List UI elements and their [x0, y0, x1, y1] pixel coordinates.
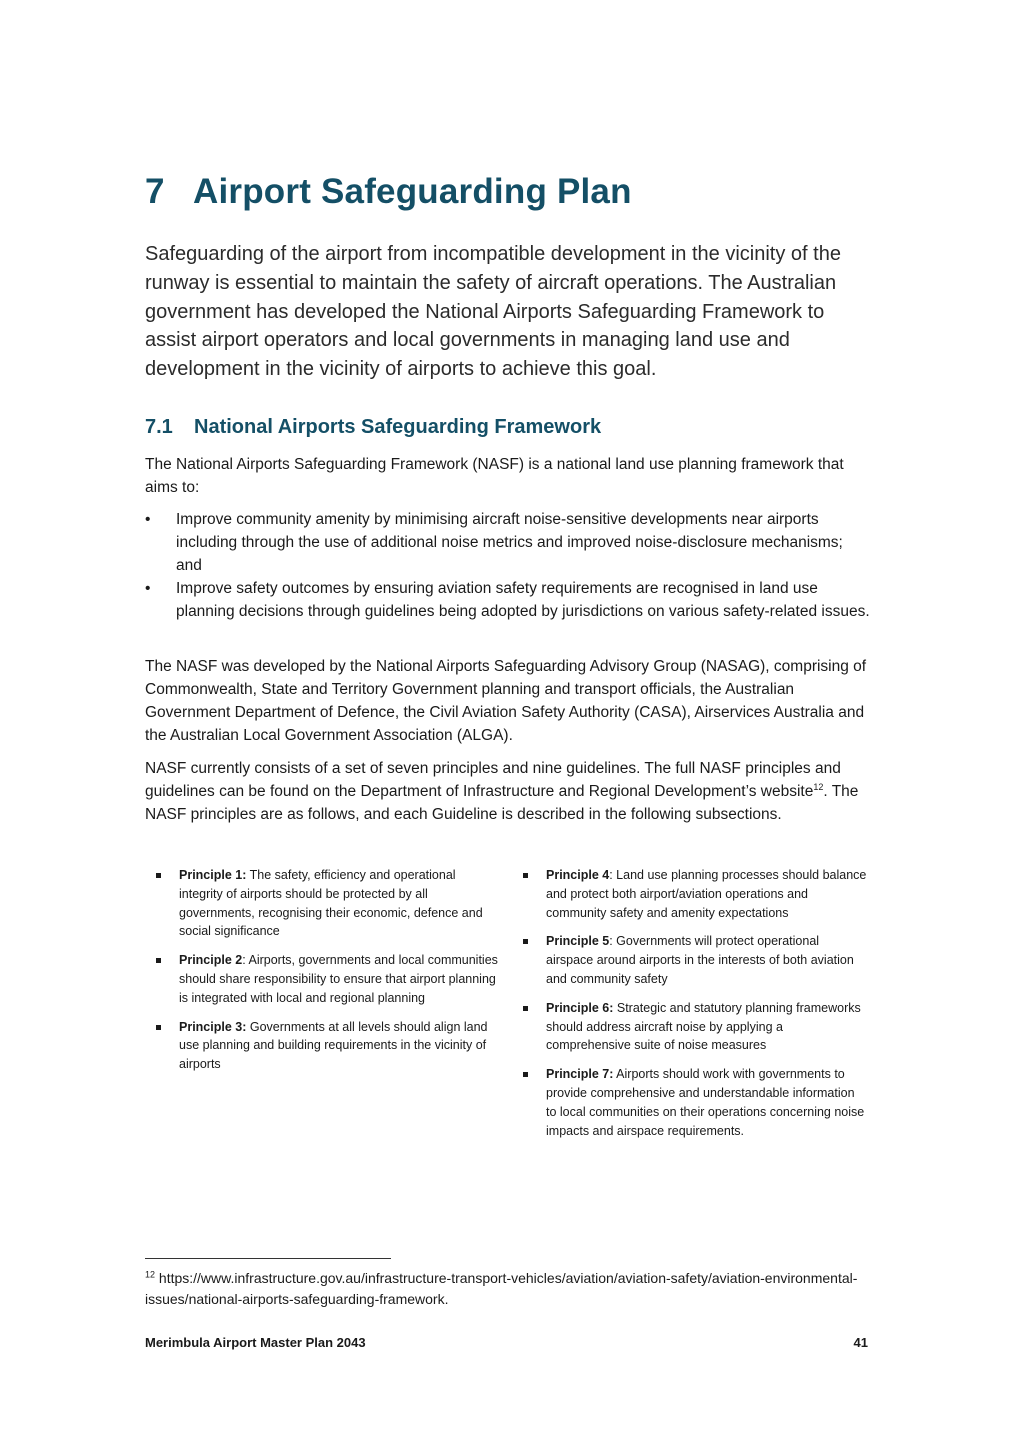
paragraph-text: . The NASF principles are as follows, and each Guideline is described in the following subsections.: [145, 783, 859, 823]
nasf-aims-list: [145, 508, 870, 623]
principle-item: [522, 1065, 867, 1140]
chapter-number: 7: [145, 172, 165, 211]
square-bullet-icon: [523, 1006, 528, 1011]
bullet-marker: •: [145, 580, 151, 597]
principles-column-right: [522, 866, 867, 1150]
principle-item: [155, 1018, 500, 1074]
square-bullet-icon: [156, 1025, 161, 1030]
principle-label: Principle 1:: [179, 868, 247, 882]
principle-label: Principle 4: [546, 868, 610, 882]
principle-text: Strategic and statutory planning frameworks should address aircraft noise by applying a comprehensive suite of noise measures: [546, 1000, 861, 1053]
list-item: [145, 577, 870, 623]
principle-text: Airports should work with governments to provide comprehensive and understandable information to local communities on their operations concerning noise impacts and airspace requirements.: [546, 1067, 865, 1138]
paragraph-text: NASF currently consists of a set of seven principles and nine guidelines. The full NASF principles and guidelines can be found on the Department of Infrastructure and Regional Development’s website: [145, 760, 841, 800]
bullet-text: Improve community amenity by minimising aircraft noise-sensitive developments near airports including through the use of additional noise metrics and improved noise-disclosure mechanisms; and: [176, 511, 843, 574]
footnote-reference[interactable]: 12: [813, 781, 824, 792]
principle-text: : Governments will protect operational airspace around airports in the interests of both aviation and community safety: [546, 934, 854, 986]
nasf-intro-paragraph: The National Airports Safeguarding Framework (NASF) is a national land use planning framework that aims to:: [145, 456, 844, 496]
footnote: [145, 1268, 870, 1310]
principle-item: [522, 932, 867, 988]
footnote-divider: [145, 1258, 391, 1259]
list-item: [145, 508, 870, 577]
principles-column-left: [155, 866, 500, 1150]
principle-label: Principle 5: [546, 934, 610, 949]
bullet-marker: •: [145, 511, 151, 528]
chapter-intro: Safeguarding of the airport from incompatible development in the vicinity of the runway is essential to maintain the safety of aircraft operations. The Australian government has developed the National Airports Safeguarding Framework to assist airport operators and local governments in managing land use and development in the vicinity of airports to achieve this goal.: [145, 243, 841, 381]
square-bullet-icon: [523, 873, 528, 878]
square-bullet-icon: [523, 1072, 528, 1077]
principle-item: [522, 999, 867, 1055]
principle-item: [155, 866, 500, 941]
square-bullet-icon: [156, 873, 161, 878]
footnote-link[interactable]: https://www.infrastructure.gov.au/infrastructure-transport-vehicles/aviation/aviation-safety/aviation-environmental-issues/national-airports-safeguarding-framework.: [145, 1270, 858, 1307]
chapter-heading: [145, 172, 632, 212]
principle-item: [155, 951, 500, 1007]
section-number: 7.1: [145, 416, 173, 438]
nasf-principles-paragraph: [145, 757, 870, 826]
square-bullet-icon: [156, 958, 161, 963]
principle-text: : Airports, governments and local communities should share responsibility to ensure that airport planning is integrated with local and regional planning: [179, 953, 498, 1005]
square-bullet-icon: [523, 939, 528, 944]
principle-label: Principle 3:: [179, 1019, 247, 1034]
nasag-paragraph: The NASF was developed by the National Airports Safeguarding Advisory Group (NASAG), comprising of Commonwealth, State and Territory Government planning and transport officials, the Australian Government Department of Defence, the Civil Aviation Safety Authority (CASA), Airservices Australia and the Australian Local Government Association (ALGA).: [145, 658, 867, 744]
chapter-title: Airport Safeguarding Plan: [193, 172, 632, 211]
principles-list: [155, 866, 867, 1150]
principle-text: The safety, efficiency and operational integrity of airports should be protected by all governments, recognising their economic, defence and social significance: [179, 868, 483, 939]
principle-label: Principle 2: [179, 953, 243, 968]
bullet-text: Improve safety outcomes by ensuring aviation safety requirements are recognised in land use planning decisions through guidelines being adopted by jurisdictions on various safety-related issues.: [176, 580, 870, 620]
principle-label: Principle 7:: [546, 1067, 614, 1082]
principle-label: Principle 6:: [546, 1000, 614, 1015]
section-heading: [145, 416, 601, 439]
footer-page-number: 41: [853, 1335, 868, 1350]
principle-item: [522, 866, 867, 922]
principle-text: Governments at all levels should align land use planning and building requirements in the vicinity of airports: [179, 1019, 488, 1072]
footer-document-title: Merimbula Airport Master Plan 2043: [145, 1335, 366, 1350]
footnote-number: 12: [145, 1269, 156, 1280]
principle-text: : Land use planning processes should balance and protect both airport/aviation operations and community safety and amenity expectations: [546, 868, 867, 920]
section-title: National Airports Safeguarding Framework: [194, 416, 602, 438]
